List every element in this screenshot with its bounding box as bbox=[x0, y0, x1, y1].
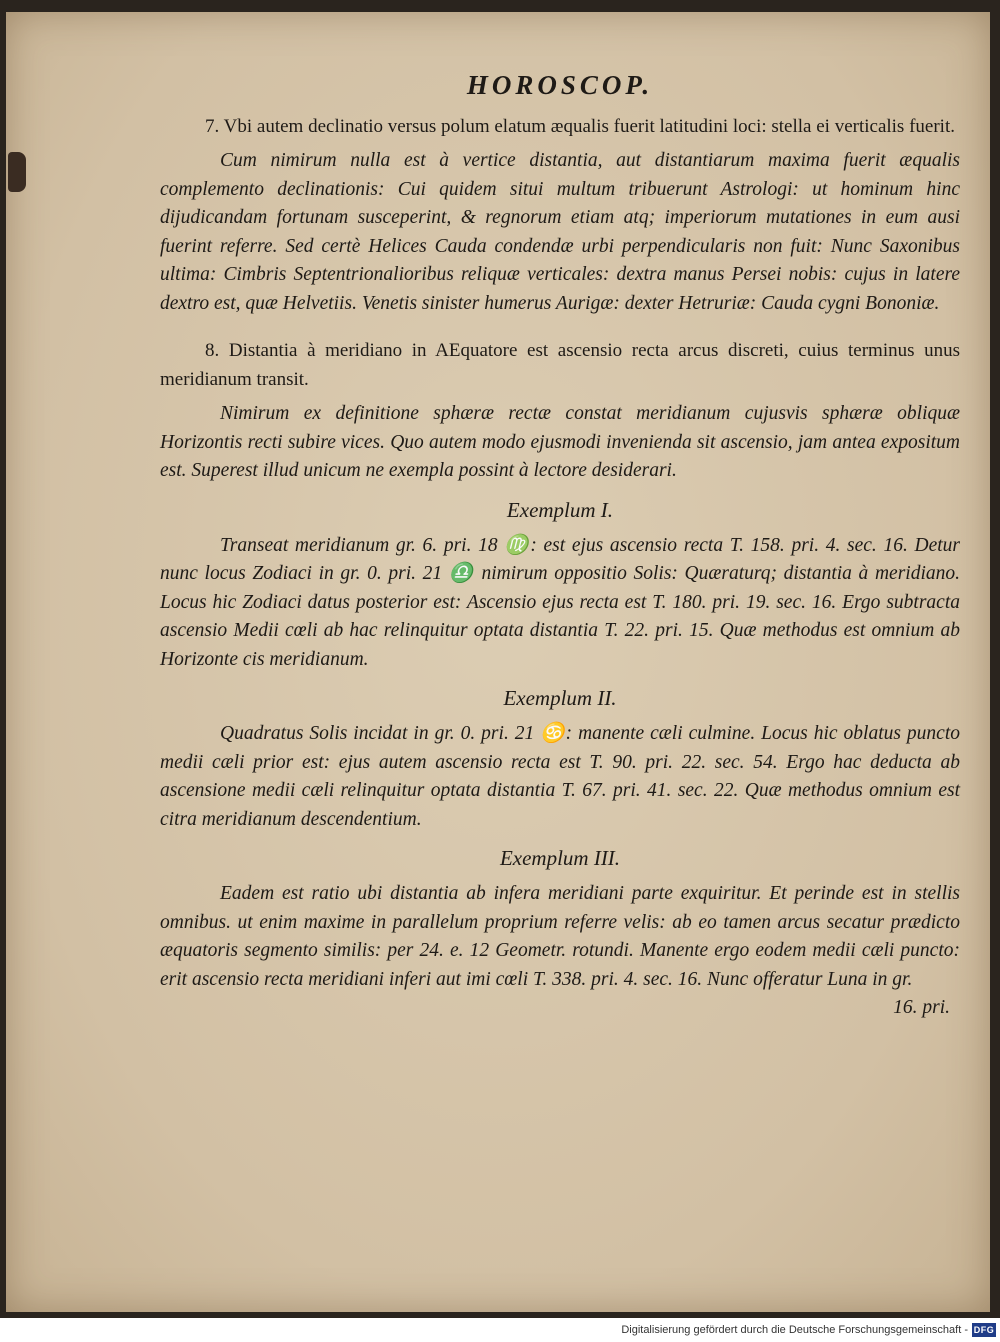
example-1-heading: Exemplum I. bbox=[506, 497, 614, 522]
example-3-heading: Exemplum III. bbox=[499, 846, 621, 870]
example-2-heading: Exemplum II. bbox=[503, 686, 617, 710]
section-8-rule: 8. Distantia à meridiano in AEquatore est ascensio recta arcus discreti, cuius terminus unus meridianum transit. bbox=[160, 340, 960, 390]
catchword: 16. pri. bbox=[893, 997, 950, 1018]
running-head: HOROSCOP. bbox=[466, 70, 654, 100]
example-1-text: Transeat meridianum gr. 6. pri. 18 ♍: est ejus ascensio recta T. 158. pri. 4. sec. 16. Detur nunc locus Zodiaci in gr. 0. pri. 21 ♎ nimirum oppositio Solis: Quæraturq; distantia à meridiano. Locus hic Zodiaci datus posterior est: Ascensio ejus recta est T. 180. pri. 19. sec. 16. Ergo subtracta ascensio Medii cœli ab hac relinquitur optata distantia T. 22. pri. 15. Quæ methodus est omnium ab Horizonte cis meridianum. bbox=[160, 534, 960, 670]
dfg-logo-icon: DFG bbox=[973, 1325, 995, 1335]
example-3-text: Eadem est ratio ubi distantia ab infera meridiani parte exquiritur. Et perinde est in stellis omnibus. ut enim maxime in parallelum proprium referre velis: ab eo tamen arcus secatur prædicto æquatoris segmento similis: per 24. e. 12 Geometr. rotundi. Manente ergo eodem medii cæli puncto: erit ascensio recta meridiani inferi aut imi cœli T. 338. pri. 4. sec. 16. Nunc offeratur Luna in gr. bbox=[160, 883, 960, 990]
example-2-text: Quadratus Solis incidat in gr. 0. pri. 21 ♋: manente cæli culmine. Locus hic oblatus puncto medii cæli prior est: ejus autem ascensio recta est T. 90. pri. 22. sec. 54. Ergo hac deducta ab ascensione medii cæli relinquitur optata distantia T. 67. pri. 41. sec. 22. Quæ methodus omnium est citra meridianum descendentium. bbox=[160, 723, 960, 830]
section-7-rule: 7. Vbi autem declinatio versus polum elatum æqualis fuerit latitudini loci: stella ei verticalis fuerit. bbox=[205, 116, 955, 137]
binding-stain bbox=[8, 152, 26, 192]
section-8-commentary: Nimirum ex definitione sphæræ rectæ constat meridianum cujusvis sphæræ obliquæ Horizontis recti subire vices. Quo autem modo ejusmodi invenienda sit ascensio, jam antea expositum est. Superest illud unicum ne exempla possint à lectore desiderari. bbox=[160, 403, 960, 481]
section-7-commentary: Cum nimirum nulla est à vertice distantia, aut distantiarum maxima fuerit æqualis complemento declinationis: Cui quidem situi multum tribuerunt Astrologi: ut hominum hinc dijudicandam fortunam susceperint, & regnorum etiam atq; imperiorum mutationes in eum ausi fuerint referre. Sed certè Helices Cauda condendæ urbi perpendicularis non fuit: Nunc Saxonibus ultima: Cimbris Septentrionalioribus reliquæ verticales: dextra manus Persei nobis: cujus in latere dextro est, quæ Helvetiis. Venetis sinister humerus Aurigæ: dexter Hetruriæ: Cauda cygni Bononiæ. bbox=[160, 150, 960, 314]
digitization-credit: Digitalisierung gefördert durch die Deutsche Forschungsgemeinschaft - bbox=[621, 1324, 968, 1336]
page-content bbox=[160, 70, 960, 1022]
